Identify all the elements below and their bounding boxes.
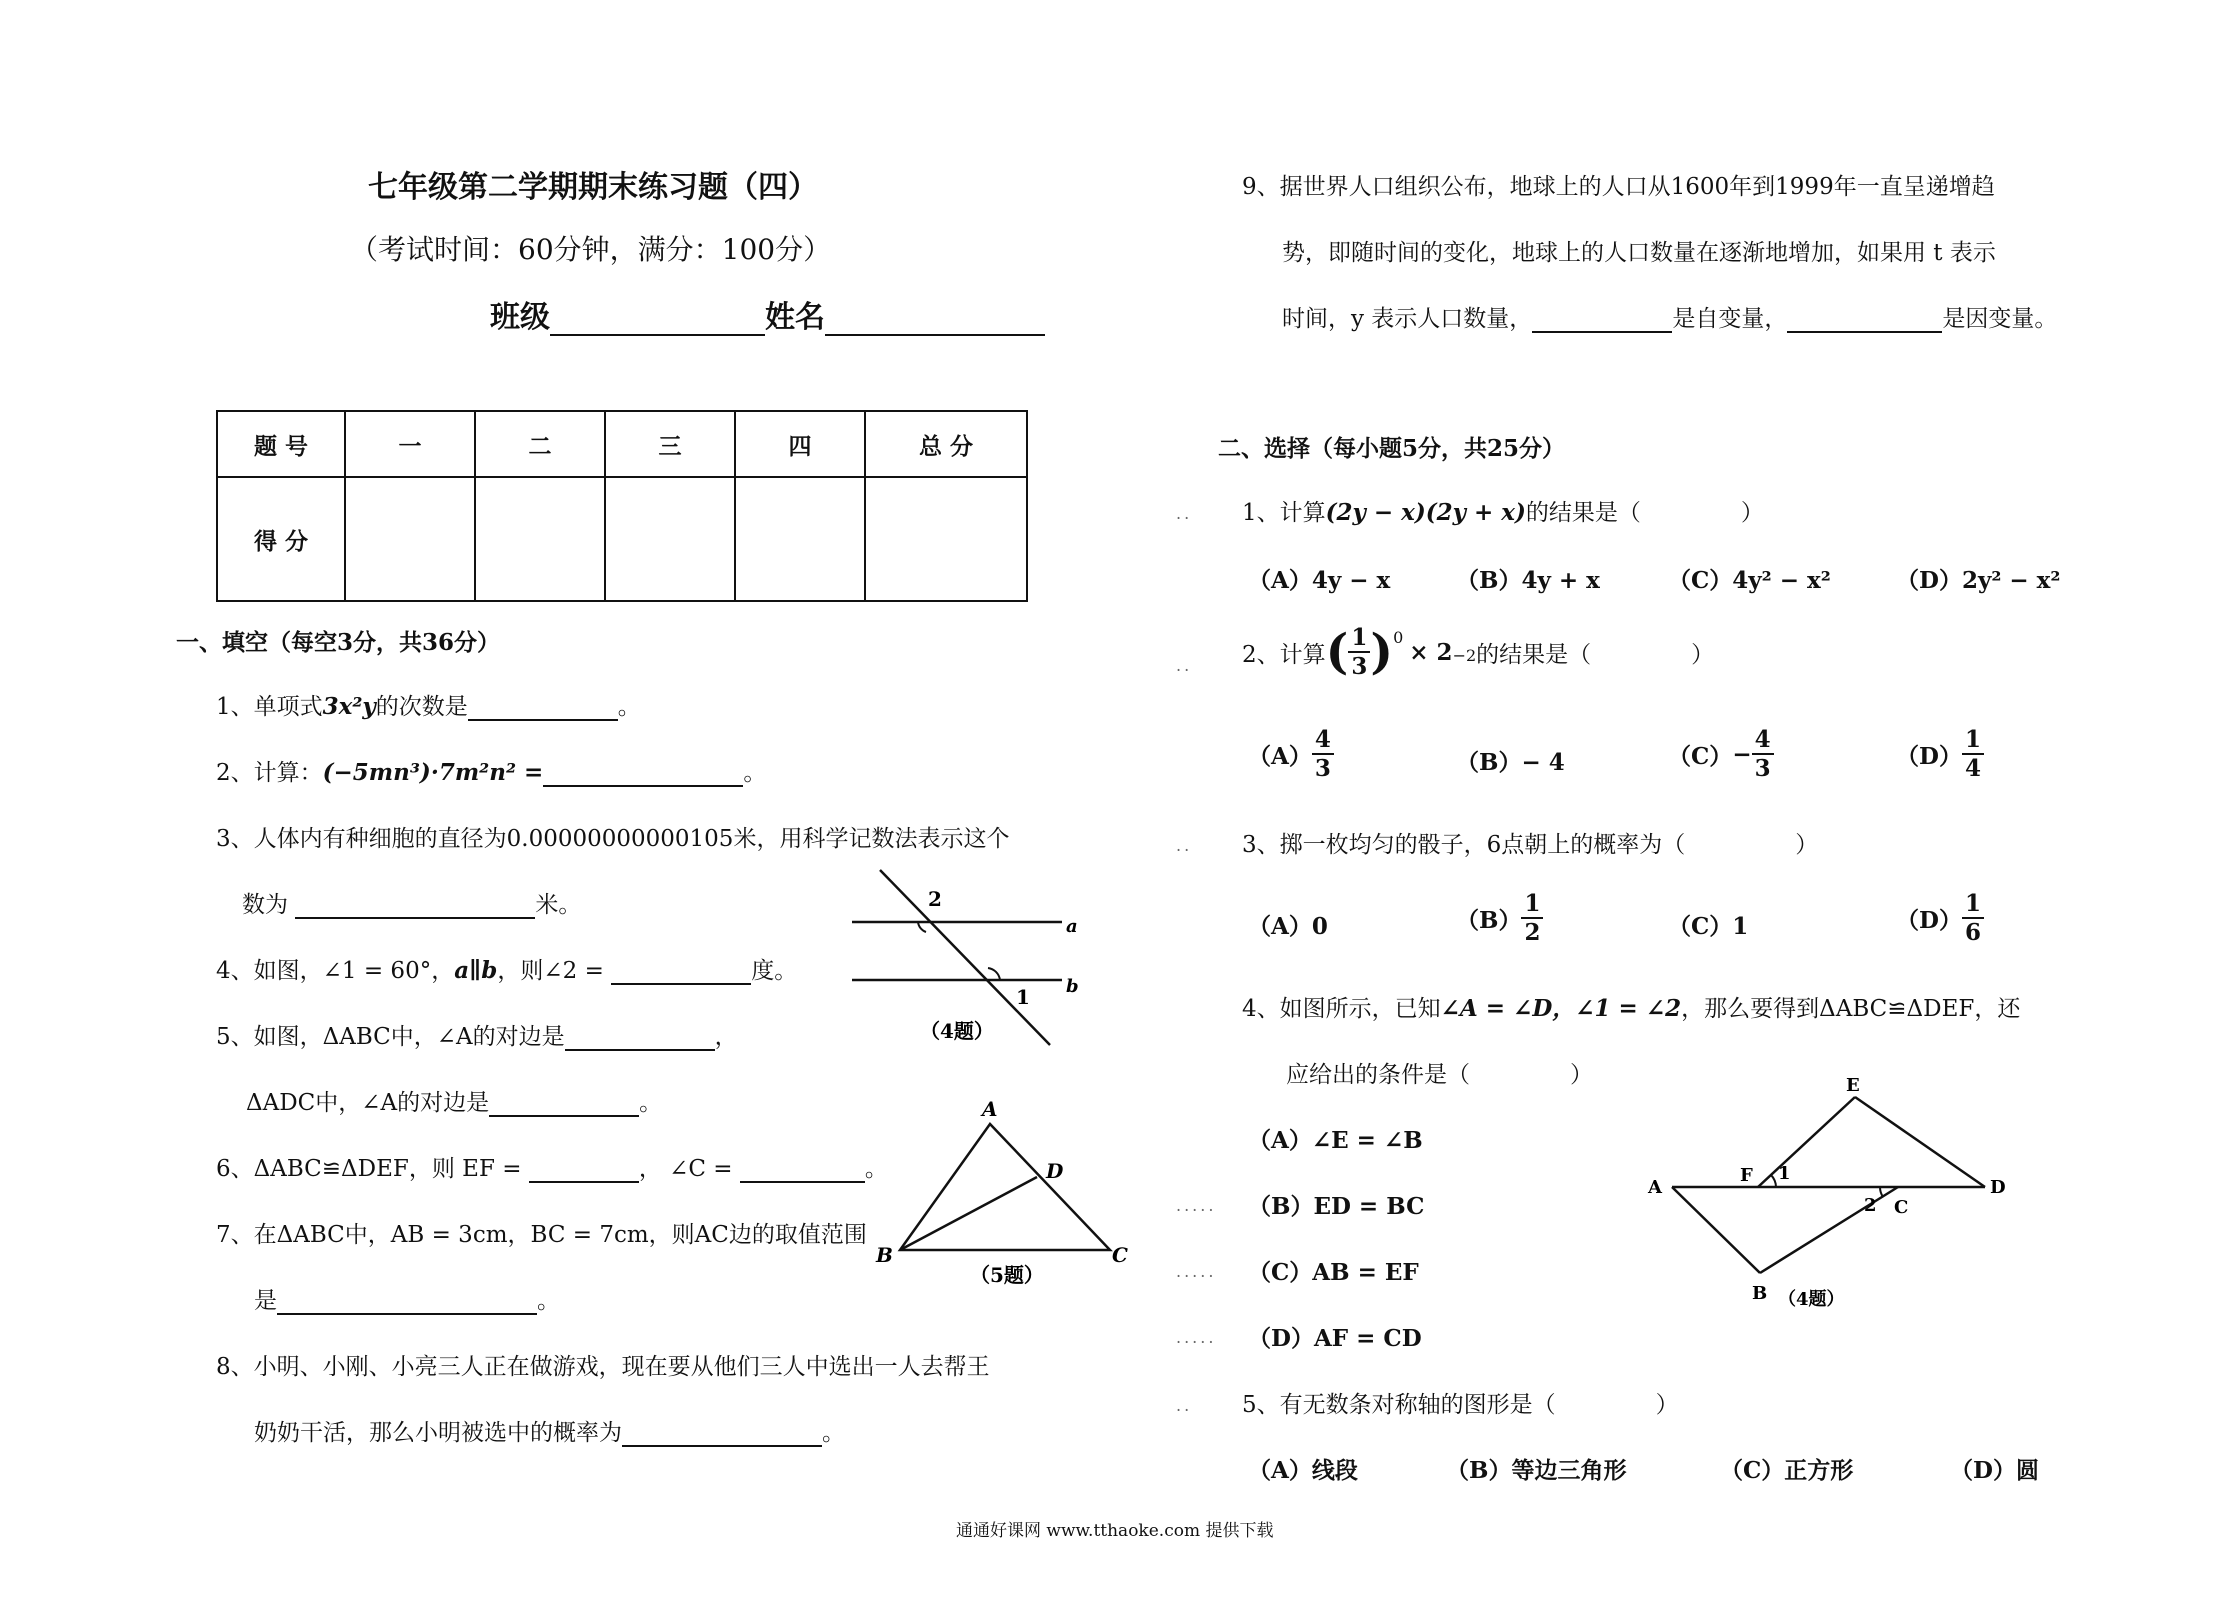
option-2-4-c[interactable]: （C）AB = EF [1248, 1259, 1419, 1286]
angle-1-arc [988, 968, 1000, 980]
table-header: 题 号 [217, 411, 345, 477]
q-text: ） [1570, 1062, 1593, 1088]
option-label: （D） [1896, 906, 1962, 934]
question-1-4 [216, 952, 797, 985]
q-text: ，那么要得到ΔABC≌ΔDEF，还 [1681, 996, 2021, 1022]
answer-blank[interactable] [468, 697, 618, 721]
question-1-9-line1: 9、据世界人口组织公布，地球上的人口从1600年到1999年一直呈递增趋 [1242, 174, 1995, 200]
question-1-2 [216, 754, 766, 787]
option-2-2-d[interactable] [1896, 728, 1984, 780]
leader-dots: ..... [1176, 1328, 1217, 1347]
q-text: 1、单项式 [216, 694, 323, 720]
triangle-abc [900, 1124, 1110, 1250]
frac-den: 6 [1964, 919, 1981, 946]
option-value: − 4 [1521, 749, 1565, 776]
segment-bd [900, 1177, 1037, 1250]
frac-den: 4 [1964, 755, 1981, 782]
angle-2-arc [918, 922, 926, 932]
frac-den: 3 [1754, 755, 1771, 782]
question-1-9-line3 [1282, 300, 2057, 333]
question-2-4-line2 [1286, 1056, 1593, 1089]
q-text: 是因变量。 [1942, 306, 2058, 332]
answer-blank[interactable] [611, 961, 751, 985]
question-1-9-line2: 势，即随时间的变化，地球上的人口数量在逐渐地增加，如果用 t 表示 [1282, 240, 1996, 266]
q-exp: −2 [1452, 646, 1477, 665]
q-exp: 0 [1393, 628, 1404, 647]
q-text: 是自变量， [1672, 306, 1788, 332]
option-2-1-c[interactable]: （C）4y² − x² [1668, 567, 1831, 594]
q-text: ） [1740, 500, 1764, 526]
answer-blank[interactable] [295, 895, 535, 919]
page-footer: 通通好课网 www.tthaoke.com 提供下载 [956, 1521, 1274, 1541]
class-name-line [490, 292, 1045, 336]
q-text: 4、如图，∠1 = 60°， [216, 958, 455, 984]
option-2-3-a[interactable]: （A）0 [1248, 913, 1328, 940]
label-angle-2: 2 [928, 887, 942, 911]
q-text: 。 [617, 694, 641, 720]
option-2-2-b[interactable] [1456, 744, 1565, 777]
option-label: （D） [1896, 742, 1962, 770]
q-text: 的次数是 [375, 694, 468, 720]
frac-num: 1 [1962, 728, 1984, 755]
vertex-f: F [1740, 1165, 1753, 1186]
q-text: 2、计算： [216, 760, 323, 786]
score-cell[interactable] [735, 477, 865, 601]
frac-den: 2 [1524, 919, 1541, 946]
q-text: 的结果是（ [1525, 500, 1641, 526]
figure-caption: （4题） [1778, 1289, 1845, 1310]
leader-dots: .. [1176, 1396, 1193, 1415]
option-2-4-d[interactable]: （D）AF = CD [1248, 1325, 1422, 1352]
option-2-3-b[interactable] [1456, 892, 1543, 944]
vertex-b: B [876, 1243, 893, 1267]
option-2-5-a[interactable]: （A）线段 [1248, 1457, 1358, 1484]
frac-num: 1 [1962, 892, 1984, 919]
frac-num: 4 [1752, 728, 1774, 755]
angle-2-arc [1880, 1187, 1883, 1197]
q-text: 度。 [751, 958, 798, 984]
q-text: ， ∠C = [638, 1156, 733, 1182]
question-1-7-line2 [254, 1282, 560, 1315]
q-expr: a∥b [454, 957, 498, 984]
option-label: （B） [1456, 749, 1522, 776]
question-1-5-line2 [246, 1084, 662, 1117]
question-1-7-line1: 7、在ΔABC中，AB = 3cm，BC = 7cm，则AC边的取值范围 [216, 1222, 867, 1248]
page-title: 七年级第二学期期末练习题（四） [368, 170, 818, 205]
q-text: ） [1795, 832, 1819, 858]
leader-dots: ..... [1176, 1196, 1217, 1215]
vertex-a: A [982, 1100, 998, 1121]
segment-fe [1758, 1097, 1855, 1187]
question-1-1 [216, 688, 641, 721]
q-text: 的结果是（ [1476, 641, 1592, 668]
answer-blank[interactable] [543, 763, 743, 787]
q-text: 。 [537, 1288, 560, 1314]
q-text: 5、如图，ΔABC中，∠A的对边是 [216, 1024, 565, 1050]
question-2-4-line1 [1242, 990, 2020, 1023]
answer-blank[interactable] [529, 1159, 639, 1183]
figure-caption: （5题） [970, 1263, 1044, 1287]
q-text: ΔADC中，∠A的对边是 [246, 1090, 490, 1116]
q-text: 。 [639, 1090, 663, 1116]
figure-triangles-abc-def [1640, 1075, 2020, 1315]
leader-dots: ..... [1176, 1262, 1217, 1281]
option-2-1-d[interactable]: （D）2y² − x² [1896, 567, 2061, 594]
q-text: 数为 [242, 892, 288, 918]
question-2-2: 2、计算 ( $\frac{1}{3}$ ) $^0$ × 2 −2 的结果是（ ） [1242, 624, 1715, 680]
segment-ab [1672, 1187, 1760, 1273]
q-text: 3、掷一枚均匀的骰子，6点朝上的概率为（ [1242, 832, 1686, 858]
figure-triangle-abc [870, 1100, 1140, 1295]
table-score-row [217, 477, 1027, 601]
q-expr: (2y − x)(2y + x) [1325, 499, 1526, 526]
vertex-b: B [1752, 1283, 1768, 1304]
score-cell[interactable] [605, 477, 735, 601]
question-2-1 [1242, 494, 1764, 527]
q-expr: × 2 [1409, 638, 1453, 666]
answer-blank[interactable] [277, 1291, 537, 1315]
option-2-2-c[interactable] [1668, 728, 1774, 780]
question-1-3-line1: 3、人体内有种细胞的直径为0.00000000000105米，用科学记数法表示这个 [216, 826, 1010, 852]
label-line-b: b [1066, 976, 1079, 997]
q-text: 1、计算 [1242, 500, 1326, 526]
frac-num: 1 [1348, 626, 1370, 653]
q-text: 。 [864, 1156, 888, 1182]
q-text: 时间，y 表示人口数量， [1282, 306, 1533, 332]
section1-title: 一、填空（每空3分，共36分） [176, 629, 501, 656]
q-expr: ∠A = ∠D，∠1 = ∠2 [1440, 995, 1682, 1022]
q-text: 是 [254, 1288, 277, 1314]
leader-dots: .. [1176, 836, 1193, 855]
option-2-3-d[interactable] [1896, 892, 1984, 944]
vertex-e: E [1846, 1075, 1860, 1096]
q-text: ，则∠2 = [497, 958, 604, 984]
answer-blank[interactable] [489, 1093, 639, 1117]
exam-info: （考试时间：60分钟，满分：100分） [350, 233, 832, 266]
question-1-8-line2 [254, 1414, 845, 1447]
leader-dots: .. [1176, 504, 1193, 523]
option-sign: − [1732, 740, 1752, 768]
option-2-4-a[interactable]: （A）∠E = ∠B [1248, 1127, 1423, 1154]
q-text: 应给出的条件是（ [1286, 1062, 1470, 1088]
table-header: 三 [605, 411, 735, 477]
class-label: 班级 [490, 300, 550, 335]
answer-blank[interactable] [1787, 309, 1942, 333]
answer-blank[interactable] [1532, 309, 1672, 333]
q-text: ， [714, 1024, 738, 1050]
figure-parallel-lines [840, 860, 1080, 1060]
q-text: 米。 [535, 892, 582, 918]
figure-caption: （4题） [920, 1019, 994, 1043]
option-2-5-c[interactable]: （C）正方形 [1720, 1457, 1854, 1484]
option-2-2-a[interactable] [1248, 728, 1334, 780]
name-field[interactable] [825, 306, 1045, 336]
frac-num: 1 [1521, 892, 1543, 919]
option-label: （A） [1248, 742, 1312, 770]
score-cell[interactable] [475, 477, 605, 601]
table-header: 四 [735, 411, 865, 477]
option-2-4-b[interactable]: （B）ED = BC [1248, 1193, 1425, 1220]
q-text: 5、有无数条对称轴的图形是（ [1242, 1392, 1556, 1418]
option-label: （C） [1668, 742, 1733, 770]
question-1-6 [216, 1150, 888, 1183]
q-text: 4、如图所示，已知 [1242, 996, 1441, 1022]
frac-den: 3 [1351, 653, 1368, 680]
vertex-d: D [1990, 1177, 2006, 1198]
option-2-3-c[interactable]: （C）1 [1668, 913, 1749, 940]
label-angle-1: 1 [1778, 1163, 1791, 1184]
q-expr: (−5mn³)·7m²n² = [322, 759, 544, 786]
score-table [216, 410, 1028, 602]
q-text: 2、计算 [1242, 641, 1326, 668]
frac-num: 4 [1312, 728, 1334, 755]
q-text: 。 [822, 1420, 845, 1446]
vertex-c: C [1112, 1243, 1128, 1267]
q-text: ） [1655, 1392, 1679, 1418]
question-2-5 [1242, 1386, 1679, 1419]
question-1-8-line1: 8、小明、小刚、小亮三人正在做游戏，现在要从他们三人中选出一人去帮王 [216, 1354, 990, 1380]
score-cell[interactable] [345, 477, 475, 601]
q-text: ） [1691, 641, 1715, 668]
row-label: 得 分 [217, 477, 345, 601]
section2-title: 二、选择（每小题5分，共25分） [1218, 435, 1566, 462]
class-field[interactable] [550, 306, 765, 336]
question-1-5-line1 [216, 1018, 738, 1051]
label-angle-1: 1 [1016, 985, 1030, 1009]
leader-dots: .. [1176, 656, 1193, 675]
score-cell[interactable] [865, 477, 1027, 601]
question-2-3 [1242, 826, 1818, 859]
label-line-a: a [1066, 916, 1078, 937]
segment-bc [1760, 1187, 1898, 1273]
q-expr: 3x²y [322, 693, 376, 720]
option-label: （B） [1456, 906, 1522, 934]
vertex-d: D [1046, 1159, 1064, 1183]
answer-blank[interactable] [740, 1159, 865, 1183]
table-header-row [217, 411, 1027, 477]
segment-ed [1855, 1097, 1985, 1187]
table-header: 二 [475, 411, 605, 477]
answer-blank[interactable] [622, 1423, 822, 1447]
q-text: 奶奶干活，那么小明被选中的概率为 [254, 1420, 622, 1446]
q-text: 6、ΔABC≌ΔDEF，则 EF = [216, 1156, 522, 1182]
vertex-a: A [1648, 1177, 1662, 1198]
answer-blank[interactable] [565, 1027, 715, 1051]
option-2-1-b[interactable]: （B）4y + x [1456, 567, 1600, 594]
vertex-c: C [1894, 1197, 1909, 1218]
question-1-3-line2 [242, 886, 581, 919]
table-header: 总 分 [865, 411, 1027, 477]
angle-1-arc [1771, 1175, 1776, 1187]
name-label: 姓名 [765, 300, 825, 335]
q-text: 。 [743, 760, 767, 786]
option-2-5-d[interactable]: （D）圆 [1950, 1457, 2039, 1484]
table-header: 一 [345, 411, 475, 477]
option-2-5-b[interactable]: （B）等边三角形 [1446, 1457, 1627, 1484]
frac-den: 3 [1314, 755, 1331, 782]
option-2-1-a[interactable]: （A）4y − x [1248, 567, 1391, 594]
label-angle-2: 2 [1864, 1195, 1877, 1216]
